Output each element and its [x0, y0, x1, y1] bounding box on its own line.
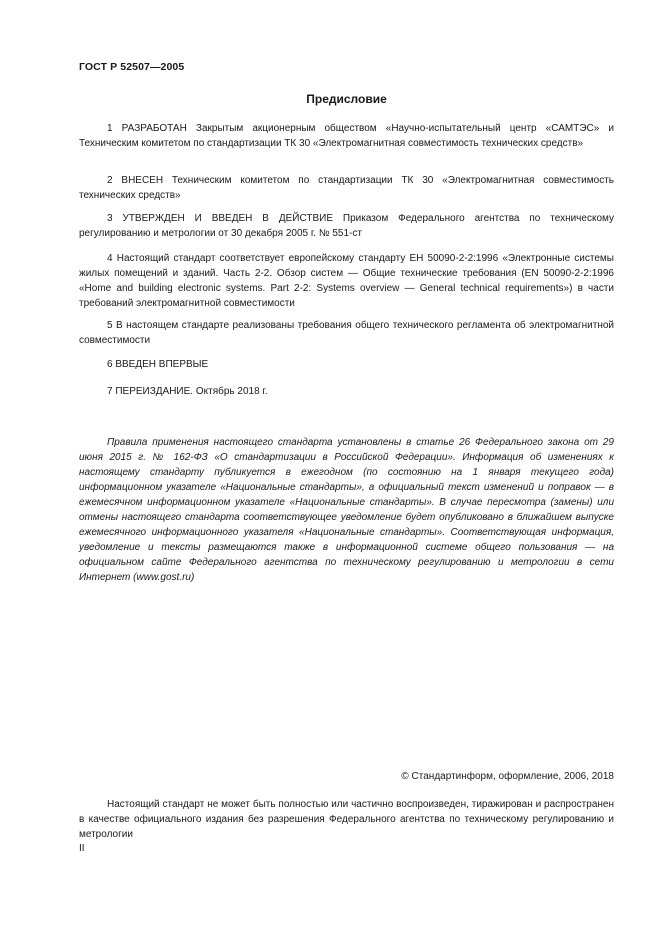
document-code: ГОСТ Р 52507—2005	[79, 61, 185, 73]
preface-item-2: 2 ВНЕСЕН Техническим комитетом по стандартизации ТК 30 «Электромагнитная совместимость технических средств»	[79, 175, 614, 201]
preface-item-4: 4 Настоящий стандарт соответствует европейскому стандарту ЕН 50090-2-2:1996 «Электронные системы жилых помещений и зданий. Часть 2-2. Обзор систем — Общие технические требования (EN 50090-2-2:1996 «Home and building electronic systems. Part 2-2: Systems overview — General technical requirements») в части требований электромагнитной совместимости	[79, 253, 614, 309]
copyright-line: © Стандартинформ, оформление, 2006, 2018	[401, 771, 614, 782]
preface-item-5: 5 В настоящем стандарте реализованы требования общего технического регламента об электромагнитной совместимости	[79, 320, 614, 346]
reproduction-notice: Настоящий стандарт не может быть полностью или частично воспроизведен, тиражирован и распространен в качестве официального издания без разрешения Федерального агентства по техническому регулированию и метрологии	[79, 799, 614, 840]
preface-item-1: 1 РАЗРАБОТАН Закрытым акционерным обществом «Научно-испытательный центр «САМТЭС» и Техническим комитетом по стандартизации ТК 30 «Электромагнитная совместимость технических средств»	[79, 123, 614, 149]
preface-item-6: 6 ВВЕДЕН ВПЕРВЫЕ	[107, 359, 209, 370]
standard-application-notice: Правила применения настоящего стандарта установлены в статье 26 Федерального закона от 29 июня 2015 г. № 162-ФЗ «О стандартизации в Российской Федерации». Информация об изменениях к настоящему стандарту публикуется в ежегодном (по состоянию на 1 января текущего года) информационном указателе «Национальные стандарты», а официальный текст изменений и поправок — в ежемесячном информационном указателе «Национальные стандарты». В случае пересмотра (замены) или отмены настоящего стандарта соответствующее уведомление будет опубликовано в ближайшем выпуске ежемесячного информационного указателя «Национальные стандарты». Соответствующая информация, уведомление и тексты размещаются также в информационной системе общего пользования — на официальном сайте Федерального агентства по техническому регулированию и метрологии в сети Интернет (www.gost.ru)	[79, 437, 614, 583]
preface-item-7: 7 ПЕРЕИЗДАНИЕ. Октябрь 2018 г.	[107, 386, 268, 397]
preface-title: Предисловие	[306, 92, 387, 106]
preface-item-3: 3 УТВЕРЖДЕН И ВВЕДЕН В ДЕЙСТВИЕ Приказом Федерального агентства по техническому регулированию и метрологии от 30 декабря 2005 г. № 551-ст	[79, 213, 614, 239]
page-number: II	[79, 843, 85, 854]
